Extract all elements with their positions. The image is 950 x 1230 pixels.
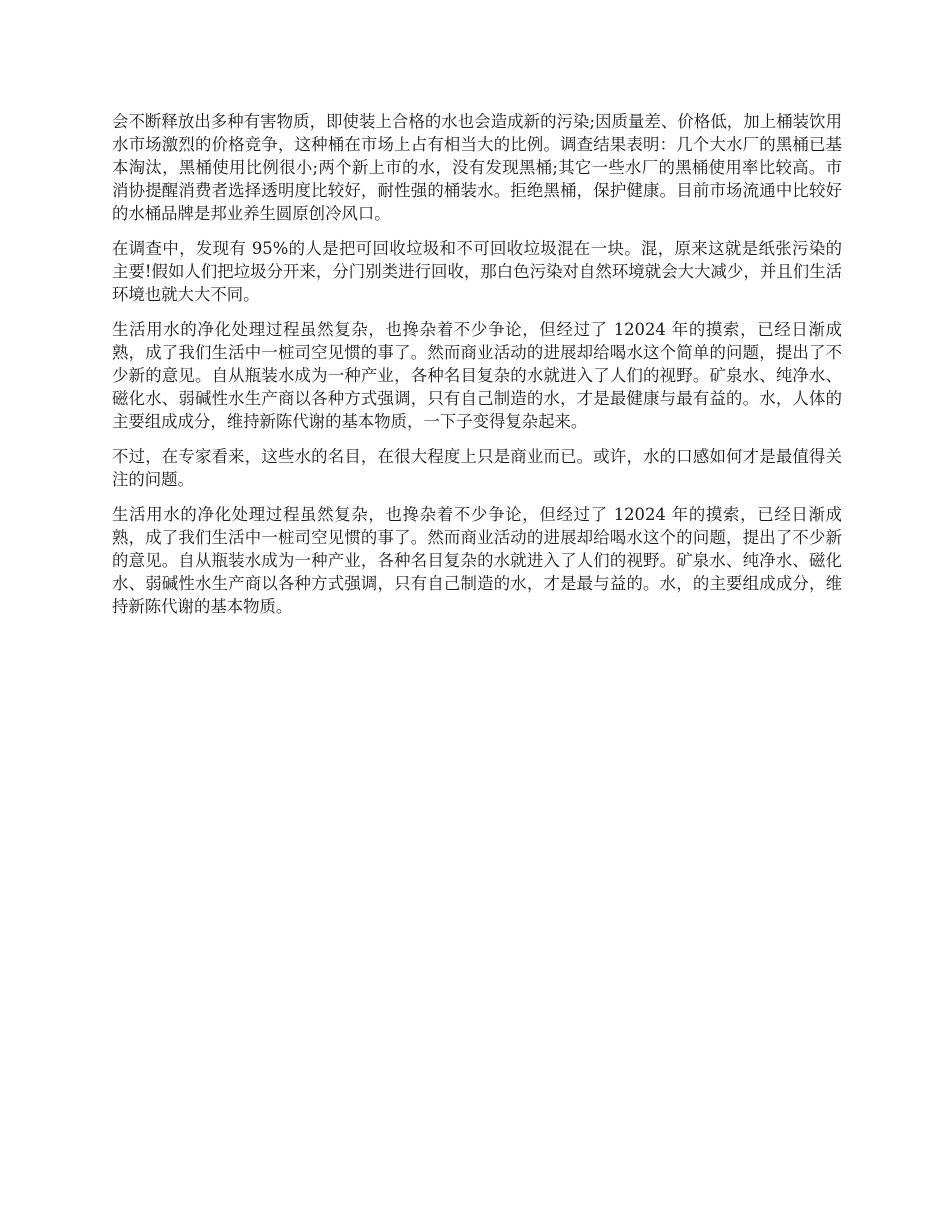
document-body [112,110,842,630]
paragraph-1: 会不断释放出多种有害物质，即使装上合格的水也会造成新的污染;因质量差、价格低，加上桶装饮用水市场激烈的价格竞争，这种桶在市场上占有相当大的比例。调查结果表明：几个大水厂的黑桶已基本淘汰，黑桶使用比例很小;两个新上市的水，没有发现黑桶;其它一些水厂的黑桶使用率比较高。市消协提醒消费者选择透明度比较好，耐性强的桶装水。拒绝黑桶，保护健康。目前市场流通中比较好的水桶品牌是邦业养生圆原创冷风口。 [112,112,842,223]
paragraph-4: 不过，在专家看来，这些水的名目，在很大程度上只是商业而已。或许，水的口感如何才是最值得关注的问题。 [112,447,842,489]
paragraph-5: 生活用水的净化处理过程虽然复杂，也搀杂着不少争论，但经过了 12024 年的摸索，已经日渐成熟，成了我们生活中一桩司空见惯的事了。然而商业活动的进展却给喝水这个的问题，提出了不少新的意见。自从瓶装水成为一种产业，各种名目复杂的水就进入了人们的视野。矿泉水、纯净水、磁化水、弱碱性水生产商以各种方式强调，只有自己制造的水，才是最与益的。水，的主要组成成分，维持新陈代谢的基本物质。 [112,505,842,616]
paragraph-2: 在调查中，发现有 95%的人是把可回收垃圾和不可回收垃圾混在一块。混，原来这就是纸张污染的主要!假如人们把垃圾分开来，分门别类进行回收，那白色污染对自然环境就会大大减少，并且们生活环境也就大大不同。 [112,239,842,304]
paragraph-3: 生活用水的净化处理过程虽然复杂，也搀杂着不少争论，但经过了 12024 年的摸索，已经日渐成熟，成了我们生活中一桩司空见惯的事了。然而商业活动的进展却给喝水这个简单的问题，提出了不少新的意见。自从瓶装水成为一种产业，各种名目复杂的水就进入了人们的视野。矿泉水、纯净水、磁化水、弱碱性水生产商以各种方式强调，只有自己制造的水，才是最健康与最有益的。水，人体的主要组成成分，维持新陈代谢的基本物质，一下子变得复杂起来。 [112,320,842,431]
